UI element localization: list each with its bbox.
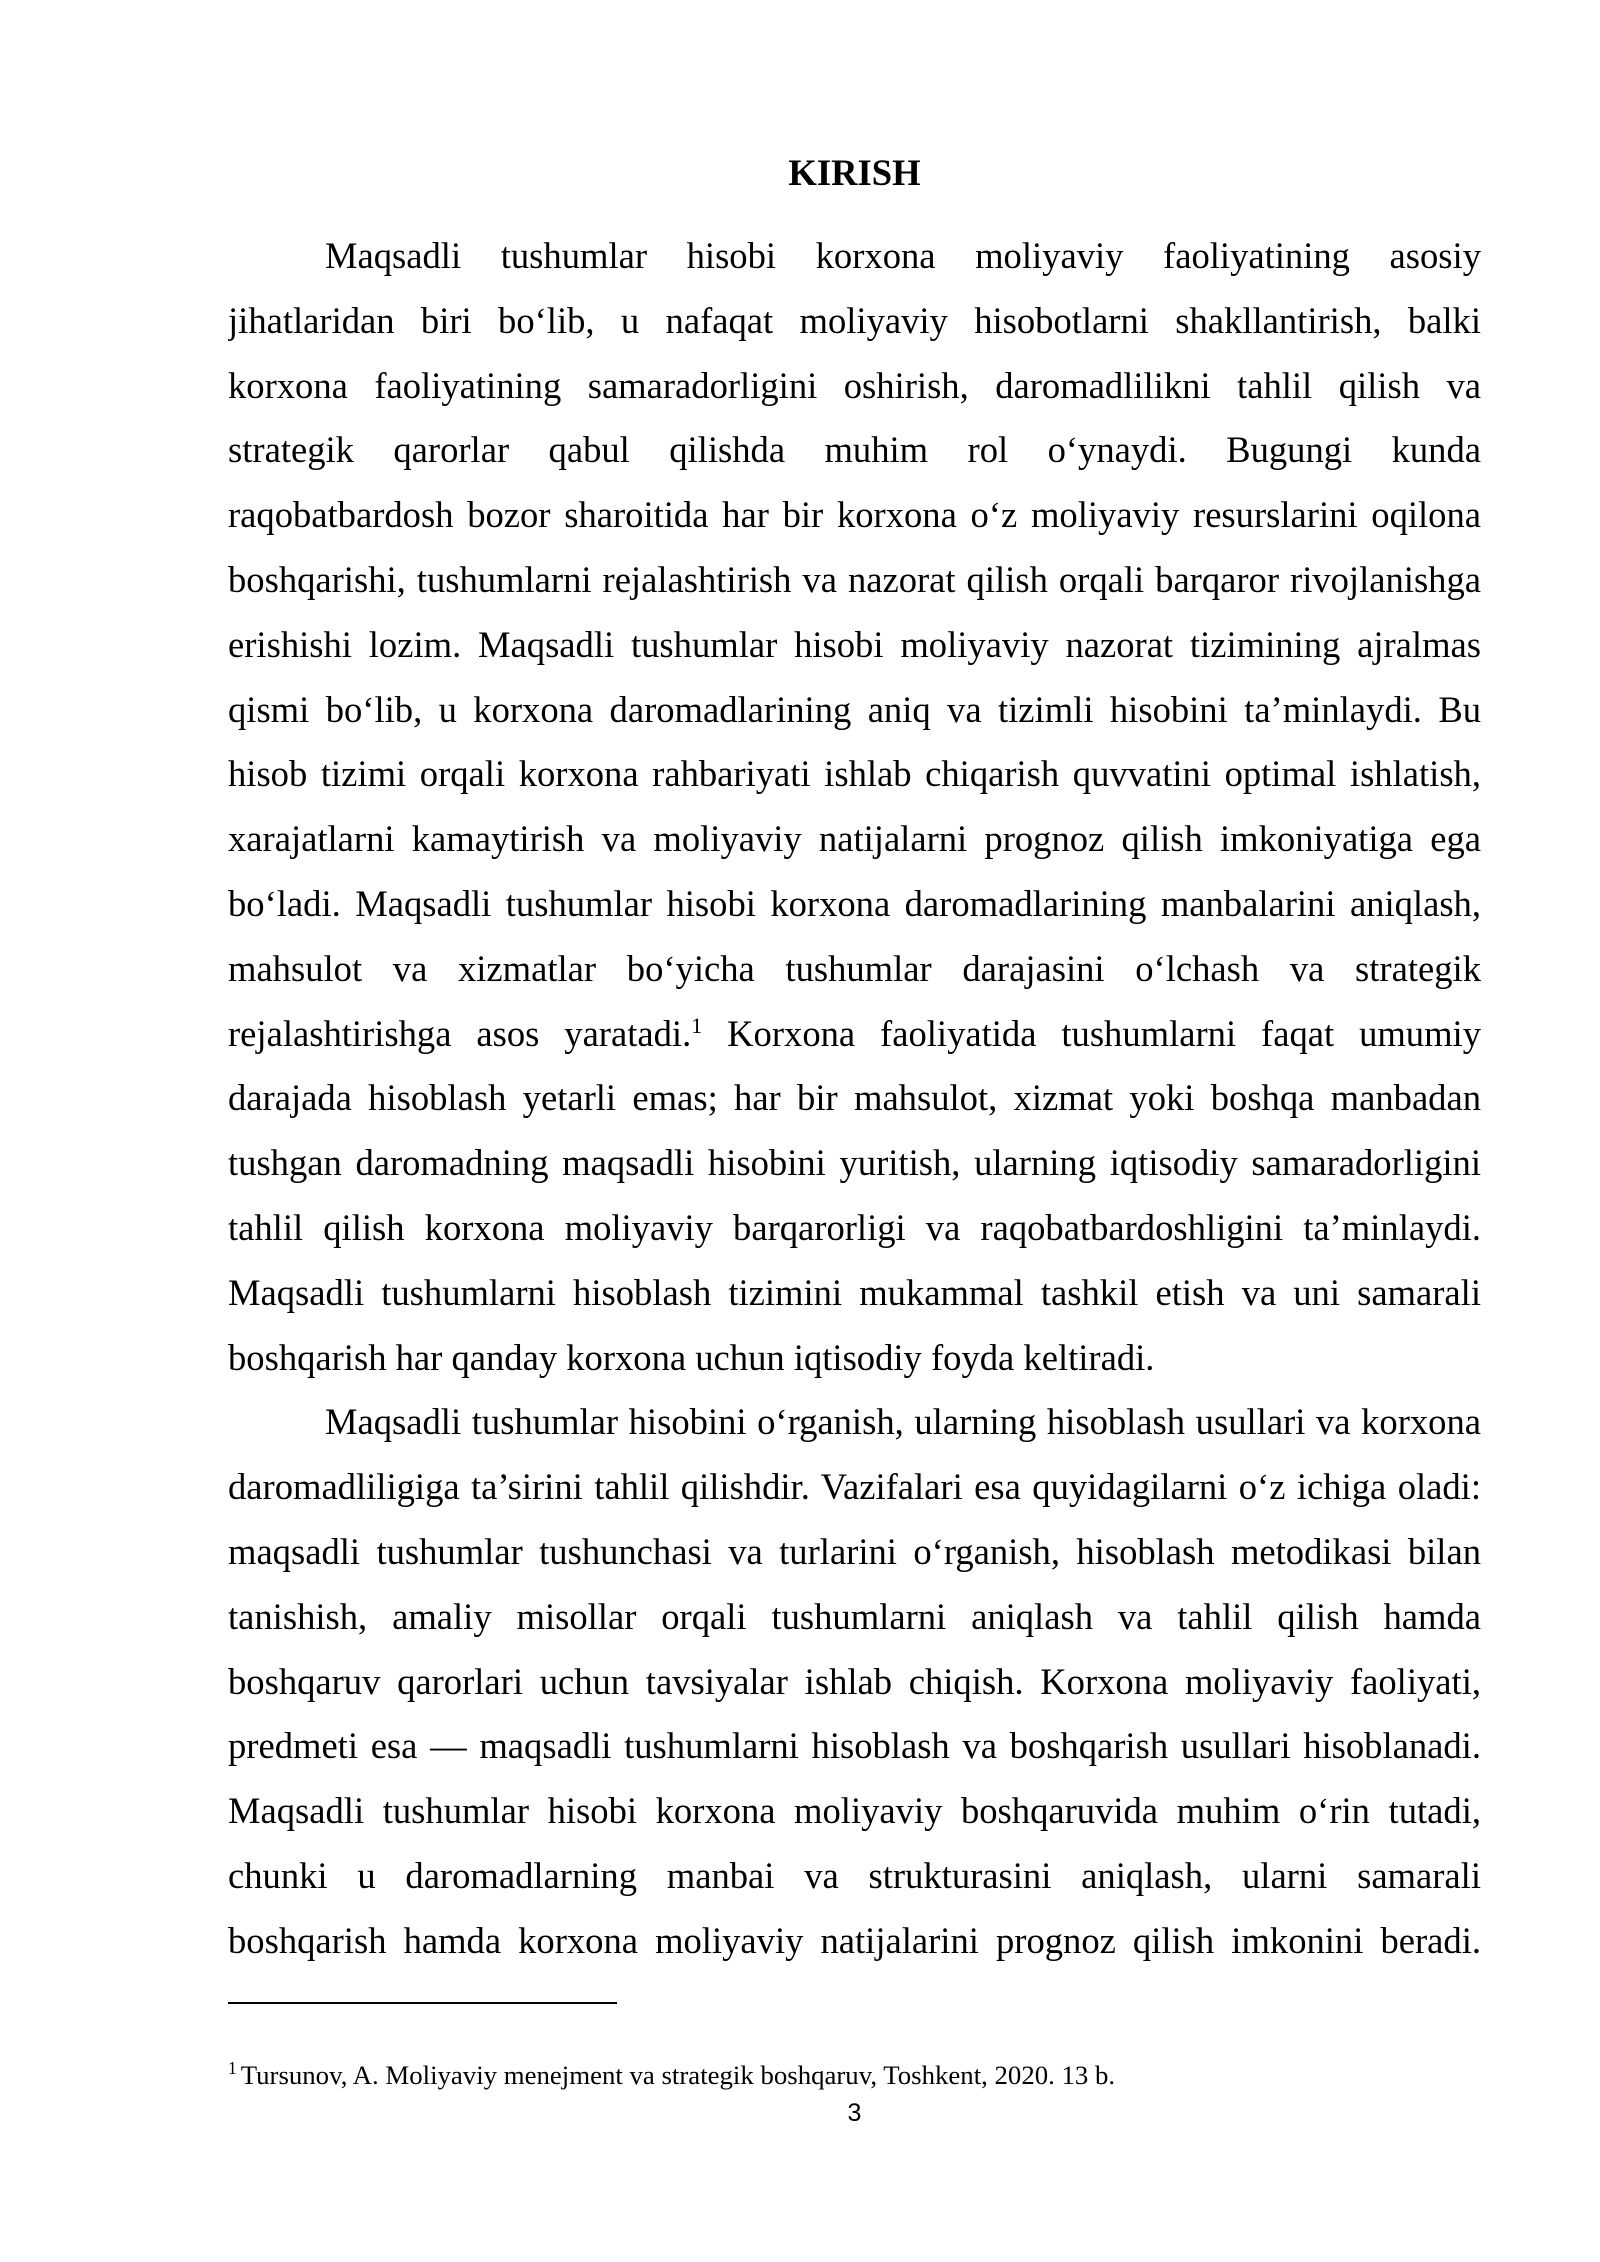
paragraph-line: bo‘ladi. Maqsadli tushumlar hisobi korxona daromadlarining manbalarini aniqlash, — [228, 882, 1481, 924]
paragraph-line: tanishish, amaliy misollar orqali tushumlarni aniqlash va tahlil qilish hamda — [228, 1595, 1481, 1637]
footnote — [228, 2059, 1481, 2091]
paragraph-line: predmeti esa — maqsadli tushumlarni hisoblash va boshqarish usullari hisoblanadi. — [228, 1725, 1481, 1767]
line-text: rejalashtirishga asos yaratadi. — [228, 1012, 692, 1054]
paragraph-line: darajada hisoblash yetarli emas; har bir mahsulot, xizmat yoki boshqa manbadan — [228, 1077, 1481, 1119]
paragraph-line: hisob tizimi orqali korxona rahbariyati ishlab chiqarish quvvatini optimal ishlatish, — [228, 753, 1481, 795]
paragraph-line: qismi bo‘lib, u korxona daromadlarining aniq va tizimli hisobini ta’minlaydi. Bu — [228, 688, 1481, 730]
paragraph-line — [228, 1002, 1481, 1067]
paragraph-line: boshqarish har qanday korxona uchun iqtisodiy foyda keltiradi. — [228, 1336, 1155, 1378]
paragraph-line: boshqarishi, tushumlarni rejalashtirish va nazorat qilish orqali barqaror rivojlanishga — [228, 558, 1481, 600]
paragraph-line: boshqarish hamda korxona moliyaviy natijalarini prognoz qilish imkonini beradi. — [228, 1919, 1481, 1961]
paragraph-line: mahsulot va xizmatlar bo‘yicha tushumlar darajasini o‘lchash va strategik — [228, 947, 1481, 989]
footnote-separator — [228, 2002, 617, 2004]
paragraph-line: Maqsadli tushumlar hisobi korxona moliyaviy faoliyatining asosiy — [325, 235, 1481, 276]
paragraph-line: raqobatbardosh bozor sharoitida har bir korxona o‘z moliyaviy resurslarini oqilona — [228, 494, 1481, 536]
paragraph-line: boshqaruv qarorlari uchun tavsiyalar ishlab chiqish. Korxona moliyaviy faoliyati, — [228, 1660, 1481, 1702]
paragraph-line: jihatlaridan biri bo‘lib, u nafaqat moliyaviy hisobotlarni shakllantirish, balki — [228, 299, 1481, 341]
paragraph-line: maqsadli tushumlar tushunchasi va turlarini o‘rganish, hisoblash metodikasi bilan — [228, 1530, 1481, 1572]
footnote-text: Tursunov, A. Moliyaviy menejment va strategik boshqaruv, Toshkent, 2020. 13 b. — [240, 2060, 1116, 2090]
paragraph-line: erishishi lozim. Maqsadli tushumlar hisobi moliyaviy nazorat tizimining ajralmas — [228, 623, 1481, 665]
paragraph-line: xarajatlarni kamaytirish va moliyaviy natijalarni prognoz qilish imkoniyatiga ega — [228, 818, 1481, 860]
paragraph-line: Maqsadli tushumlar hisobini o‘rganish, ularning hisoblash usullari va korxona — [325, 1401, 1481, 1443]
paragraph-line: chunki u daromadlarning manbai va strukturasini aniqlash, ularni samarali — [228, 1854, 1481, 1896]
body-text — [228, 224, 1481, 1974]
footnote-reference: 1 — [691, 1012, 703, 1038]
paragraph-line: daromadliligiga ta’sirini tahlil qilishdir. Vazifalari esa quyidagilarni o‘z ichiga oladi: — [228, 1466, 1481, 1508]
footnote-marker: 1 — [228, 2058, 237, 2079]
paragraph-line: korxona faoliyatining samaradorligini oshirish, daromadlilikni tahlil qilish va — [228, 364, 1481, 406]
section-heading: KIRISH — [788, 152, 921, 193]
paragraph-line: strategik qarorlar qabul qilishda muhim rol o‘ynaydi. Bugungi kunda — [228, 429, 1481, 471]
paragraph-line: tushgan daromadning maqsadli hisobini yuritish, ularning iqtisodiy samaradorligini — [228, 1142, 1481, 1184]
page-number: 3 — [847, 2099, 862, 2127]
paragraph-line: Maqsadli tushumlarni hisoblash tizimini mukammal tashkil etish va uni samarali — [228, 1271, 1481, 1313]
line-text: Korxona faoliyatida tushumlarni faqat umumiy — [702, 1012, 1481, 1054]
paragraph-line: Maqsadli tushumlar hisobi korxona moliyaviy boshqaruvida muhim o‘rin tutadi, — [228, 1790, 1481, 1832]
paragraph-line: tahlil qilish korxona moliyaviy barqarorligi va raqobatbardoshligini ta’minlaydi. — [228, 1206, 1481, 1248]
